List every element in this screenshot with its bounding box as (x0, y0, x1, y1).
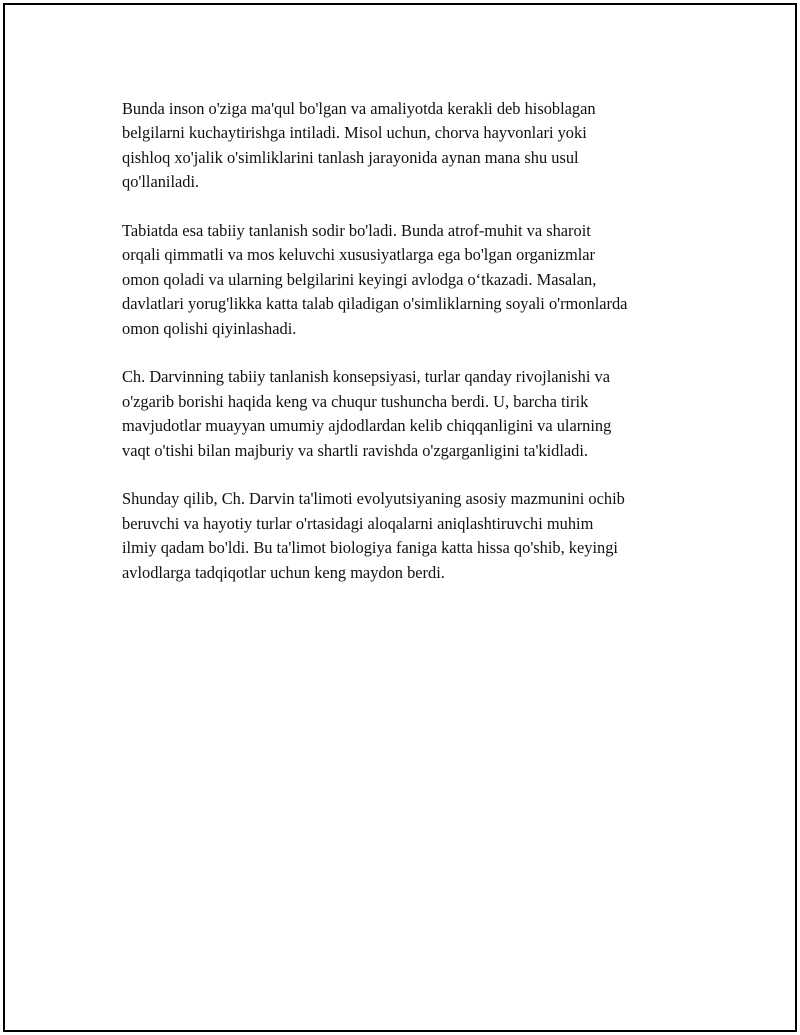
paragraph-4 (122, 487, 702, 585)
text-line: o'zgarib borishi haqida keng va chuqur tushuncha berdi. U, barcha tirik (122, 391, 589, 411)
text-line: omon qolishi qiyinlashadi. (122, 318, 297, 338)
text-line: avlodlarga tadqiqotlar uchun keng maydon berdi. (122, 562, 445, 582)
text-line: qishloq xo'jalik o'simliklarini tanlash jarayonida aynan mana shu usul (122, 147, 579, 167)
text-line: belgilarni kuchaytirishga intiladi. Misol uchun, chorva hayvonlari yoki (122, 123, 587, 143)
text-line: mavjudotlar muayyan umumiy ajdodlardan kelib chiqqanligini va ularning (122, 416, 612, 436)
text-line: davlatlari yorug'likka katta talab qiladigan o'simliklarning soyali o'rmonlarda (122, 294, 628, 314)
text-line: Shunday qilib, Ch. Darvin ta'limoti evolyutsiyaning asosiy mazmunini ochib (122, 489, 625, 509)
page-frame (3, 3, 797, 1032)
paragraph-1 (122, 97, 702, 195)
text-line: Bunda inson o'ziga ma'qul bo'lgan va amaliyotda kerakli deb hisoblagan (122, 99, 596, 118)
text-line: orqali qimmatli va mos keluvchi xususiyatlarga ega bo'lgan organizmlar (122, 245, 596, 265)
text-line: Tabiatda esa tabiiy tanlanish sodir bo'ladi. Bunda atrof-muhit va sharoit (122, 221, 591, 241)
paragraph-2 (122, 219, 702, 341)
document-body (122, 97, 702, 609)
text-line: omon qoladi va ularning belgilarini keyingi avlodga o‘tkazadi. Masalan, (122, 269, 597, 289)
text-line: ilmiy qadam bo'ldi. Bu ta'limot biologiya faniga katta hissa qo'shib, keyingi (122, 538, 618, 558)
text-line: vaqt o'tishi bilan majburiy va shartli ravishda o'zgarganligini ta'kidladi. (122, 440, 589, 460)
text-line: beruvchi va hayotiy turlar o'rtasidagi aloqalarni aniqlashtiruvchi muhim (122, 513, 594, 533)
text-line: qo'llaniladi. (122, 172, 200, 192)
text-line: Ch. Darvinning tabiiy tanlanish konsepsiyasi, turlar qanday rivojlanishi va (122, 367, 610, 387)
paragraph-3 (122, 365, 702, 463)
